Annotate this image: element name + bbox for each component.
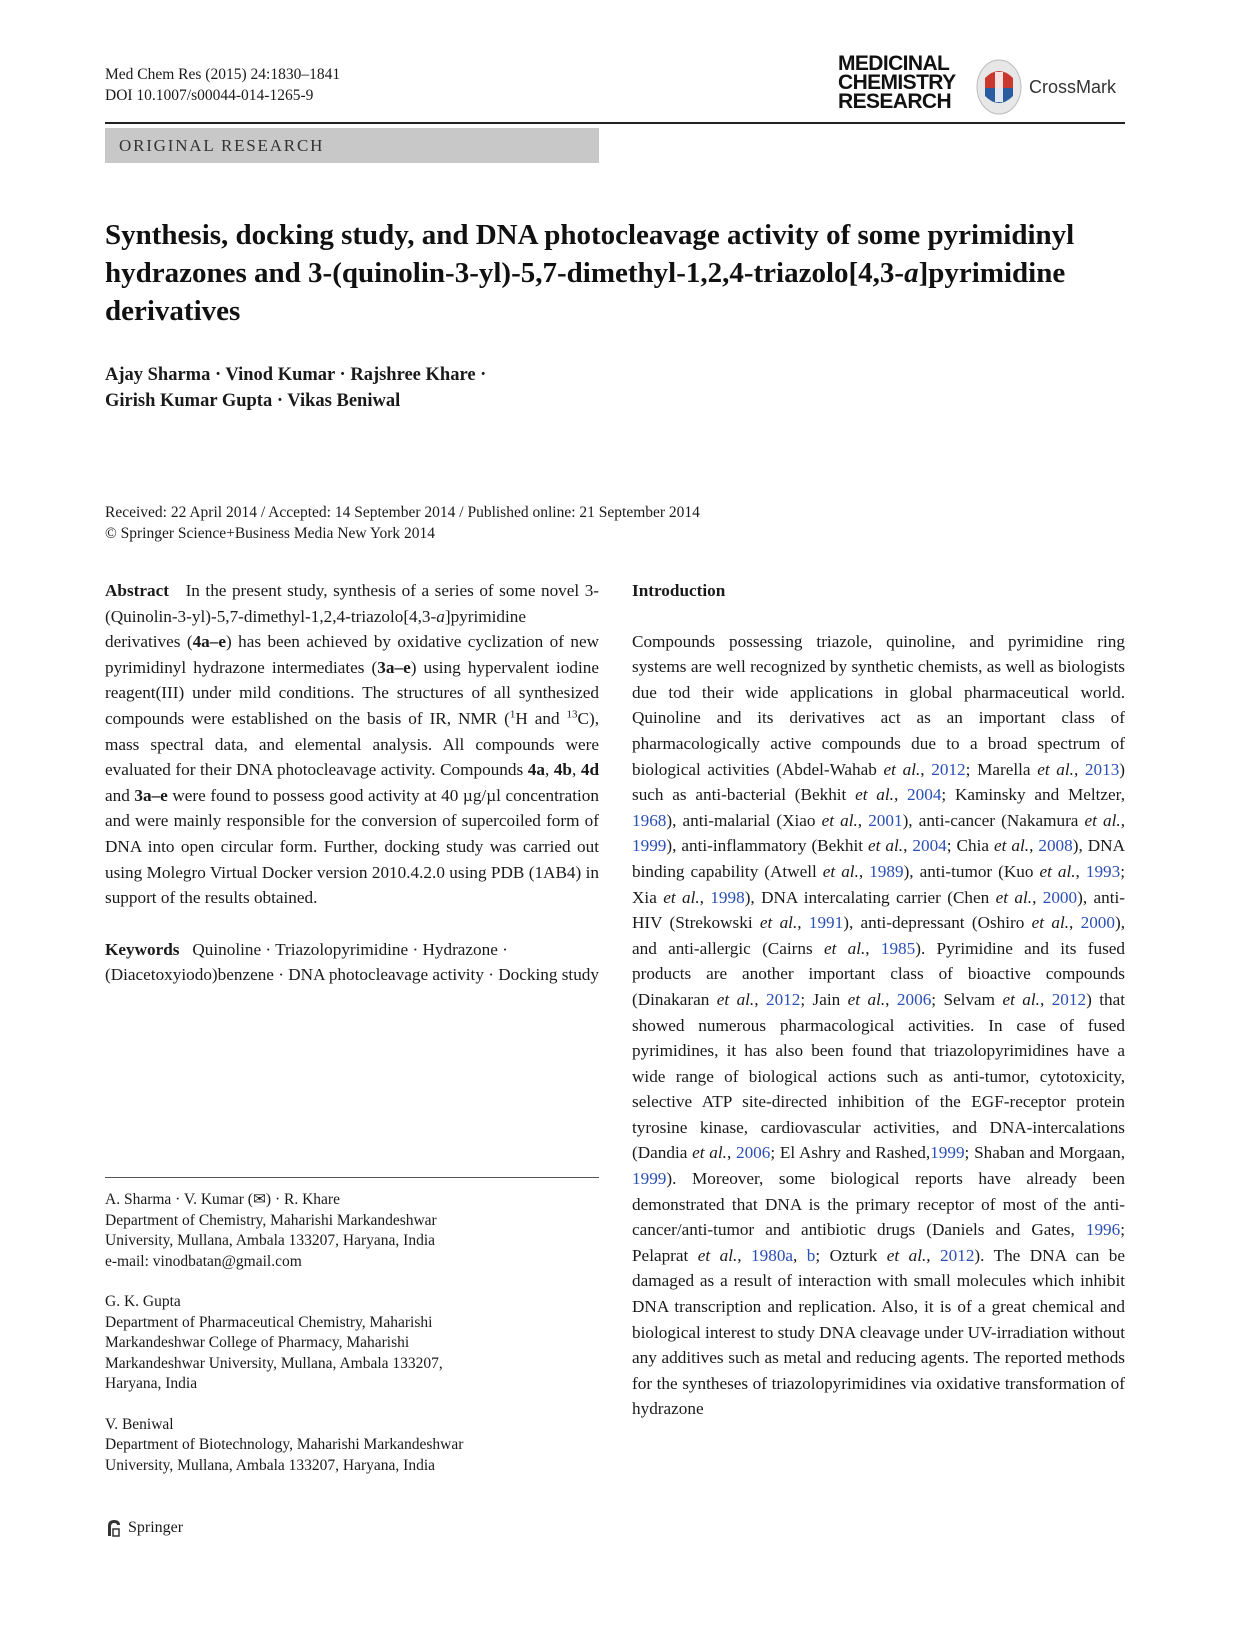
- citation-link[interactable]: 2004: [907, 785, 942, 805]
- affiliations: [105, 1190, 599, 1496]
- publisher-name: Springer: [128, 1519, 184, 1536]
- section-label: ORIGINAL RESEARCH: [105, 128, 599, 163]
- doi[interactable]: DOI 10.1007/s00044-014-1265-9: [105, 87, 314, 104]
- citation-link[interactable]: 2012: [931, 759, 966, 779]
- citation-link[interactable]: 1991: [808, 913, 844, 933]
- dates-line: Received: 22 April 2014 / Accepted: 14 September 2014 / Published online: 21 September 2014: [105, 504, 700, 521]
- citation-link[interactable]: 1989: [869, 861, 904, 881]
- logo-line-3: RESEARCH: [838, 90, 952, 113]
- citation-link[interactable]: 2004: [912, 836, 947, 856]
- springer-horse-icon: [105, 1518, 123, 1538]
- citation-link[interactable]: 2000: [1042, 887, 1078, 907]
- logo-line-2: CHEMISTRY: [838, 71, 956, 94]
- citation-link[interactable]: 1999: [632, 1169, 667, 1189]
- citation-link[interactable]: 2012: [940, 1245, 975, 1265]
- email-link[interactable]: e-mail: vinodbatan@gmail.com: [105, 1252, 302, 1270]
- citation-link[interactable]: b: [806, 1245, 816, 1265]
- citation-link[interactable]: 2001: [868, 810, 903, 830]
- citation-link[interactable]: 1998: [710, 887, 745, 907]
- abstract-label: Abstract: [105, 581, 169, 600]
- citation-link[interactable]: 2012: [1051, 989, 1087, 1009]
- keywords: [105, 937, 599, 988]
- citation-link[interactable]: 2012: [765, 989, 801, 1009]
- crossmark-label: CrossMark: [1029, 76, 1117, 97]
- affiliation-rule: [105, 1177, 599, 1178]
- affiliation-block: V. Beniwal Department of Biotechnology, Maharishi Markandeshwar University, Mullana, Ambala 133207, Haryana, India: [105, 1415, 599, 1477]
- affiliation-names: V. Beniwal: [105, 1415, 174, 1433]
- journal-header: [105, 64, 340, 106]
- citation-link[interactable]: 2013: [1084, 759, 1120, 779]
- title-part-1: Synthesis, docking study, and DNA photocleavage activity of some pyrimidinyl hydrazones and 3-(quinolin-3-yl)-5,7-dimethyl-1,2,4-triazolo[4,3-: [105, 219, 1075, 289]
- right-column: [632, 578, 1125, 1422]
- title-part-2: ]pyrimidine derivatives: [105, 257, 1066, 327]
- citation-link[interactable]: 2006: [735, 1143, 771, 1163]
- article-title: [105, 216, 1125, 330]
- citation-link[interactable]: 1993: [1085, 861, 1121, 881]
- citation-link[interactable]: 1996: [1085, 1220, 1121, 1240]
- journal-citation: Med Chem Res (2015) 24:1830–1841: [105, 66, 341, 83]
- introduction-text: Compounds possessing triazole, quinoline, and pyrimidine ring systems are well recognized by synthetic chemists, as well as biologists due tod their wide applications in global pharmaceutical world. Quinoline and its derivatives act as an important class of pharmacologically active compounds due to a broad spectrum of biological activities (Abdel-Wahab et al., 2012; Marella et al., 2013) such as anti-bacterial (Bekhit et al., 2004; Kaminsky and Meltzer, 1968), anti-malarial (Xiao et al., 2001), anti-cancer (Nakamura et al., 1999), anti-inflammatory (Bekhit et al., 2004; Chia et al., 2008), DNA binding capability (Atwell et al., 1989), anti-tumor (Kuo et al., 1993; Xia et al., 1998), DNA intercalating carrier (Chen et al., 2000), anti-HIV (Strekowski et al., 1991), anti-depressant (Oshiro et al., 2000), and anti-allergic (Cairns et al., 1985). Pyrimidine and its fused products are another important class of bioactive compounds (Dinakaran et al., 2012; Jain et al., 2006; Selvam et al., 2012) that showed numerous pharmacological activities. In case of fused pyrimidines, it has also been found that triazolopyrimidines have a wide range of biological actions such as anti-tumor, cytotoxicity, selective ATP site-directed inhibition of the EGF-receptor protein tyrosine kinase, cardiovascular activities, and DNA-intercalations (Dandia et al., 2006; El Ashry and Rashed,1999; Shaban and Morgaan, 1999). Moreover, some biological reports have already been demonstrated that DNA is the primary receptor of most of the anti-cancer/anti-tumor and antibiotic drugs (Daniels and Gates, 1996; Pelaprat et al., 1980a, b; Ozturk et al., 2012). The DNA can be damaged as a result of interaction with small molecules which inhibit DNA transcription and replication. Also, it is of a great chemical and biological interest to study DNA cleavage under UV-irradiation without any additives such as metal and reducing agents. The reported methods for the syntheses of triazolopyrimidines via oxidative transformation of hydrazone: [632, 631, 1126, 1419]
- left-column: [105, 578, 599, 988]
- keywords-label: Keywords: [105, 939, 180, 959]
- affiliation-block: G. K. Gupta Department of Pharmaceutical Chemistry, Maharishi Markandeshwar College of Pharmacy, Maharishi Markandeshwar University, Mullana, Ambala 133207, Haryana, India: [105, 1292, 599, 1395]
- citation-link[interactable]: 1968: [632, 810, 667, 830]
- affiliation-names: A. Sharma · V. Kumar (✉) · R. Khare: [105, 1191, 340, 1208]
- abstract: Abstract In the present study, synthesis of a series of some novel 3-(Quinolin-3-yl)-5,7-dimethyl-1,2,4-triazolo[4,3-a]pyrimidine derivatives (4a–e) has been achieved by oxidative cyclization of new pyrimidinyl hydrazone intermediates (3a–e) using hypervalent iodine reagent(III) under mild conditions. The structures of all synthesized compounds were established on the basis of IR, NMR ($^1$H and $^{13}$C), mass spectral data, and elemental analysis. All compounds were evaluated for their DNA photocleavage activity. Compounds 4a, 4b, 4d and 3a–e were found to possess good activity at 40 µg/µl concentration and were mainly responsible for the conversion of supercoiled form of DNA into open circular form. Further, docking study was carried out using Molegro Virtual Docker version 2010.4.2.0 using PDB (1AB4) in support of the results obtained.: [105, 581, 600, 908]
- footer: [105, 1518, 183, 1538]
- citation-link[interactable]: 2006: [896, 989, 932, 1009]
- authors-line-2: Girish Kumar Gupta · Vikas Beniwal: [105, 391, 401, 411]
- crossmark-icon: [975, 58, 1023, 116]
- citation-link[interactable]: 1985: [880, 938, 916, 958]
- logo-line-1: MEDICINAL: [838, 52, 950, 75]
- copyright-line: © Springer Science+Business Media New York 2014: [105, 525, 436, 542]
- keywords-text: Quinoline · Triazolopyrimidine · Hydrazone · (Diacetoxyiodo)benzene · DNA photocleavage activity · Docking study: [105, 939, 599, 985]
- citation-link[interactable]: 2008: [1038, 836, 1073, 856]
- citation-link[interactable]: 1999: [930, 1143, 965, 1163]
- header-rule: [105, 122, 1125, 124]
- journal-logo: [838, 54, 956, 111]
- citation-link[interactable]: 2000: [1080, 913, 1115, 933]
- authors-line-1: Ajay Sharma · Vinod Kumar · Rajshree Khare ·: [105, 365, 487, 385]
- title-italic: a: [904, 257, 919, 289]
- affiliation-names: G. K. Gupta: [105, 1293, 181, 1310]
- crossmark-badge[interactable]: [975, 58, 1116, 116]
- affiliation-block: A. Sharma · V. Kumar (✉) · R. Khare Department of Chemistry, Maharishi Markandeshwar University, Mullana, Ambala 133207, Haryana, India e-mail: vinodbatan@gmail.com: [105, 1190, 599, 1272]
- author-list: [105, 362, 486, 414]
- publication-dates: [105, 502, 700, 544]
- citation-link[interactable]: 1999: [632, 836, 667, 856]
- introduction-heading: Introduction: [632, 581, 726, 600]
- citation-link[interactable]: 1980a: [751, 1245, 794, 1265]
